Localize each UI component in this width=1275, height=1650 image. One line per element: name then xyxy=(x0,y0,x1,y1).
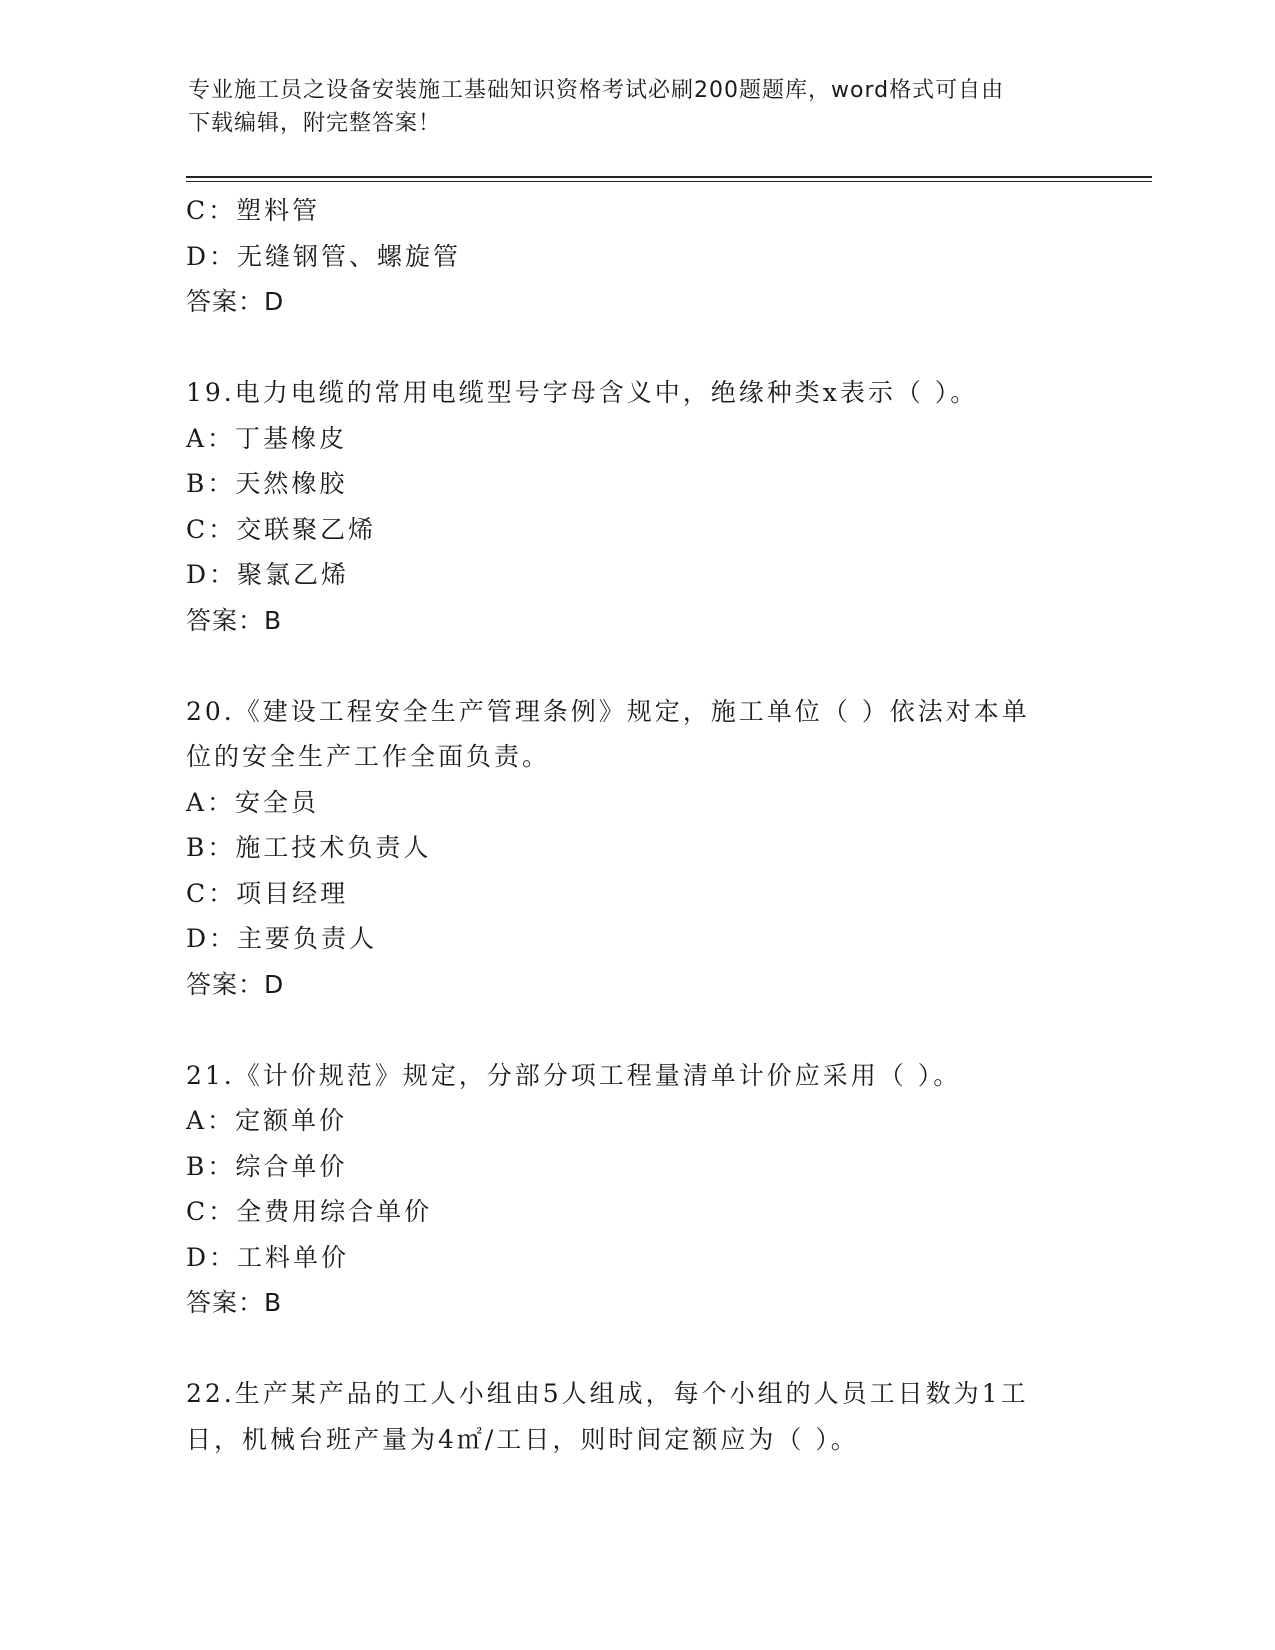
question-20 xyxy=(186,689,1086,1008)
option-d: D：工料单价 xyxy=(186,1242,350,1272)
question-text-line-2: 位的安全生产工作全面负责。 xyxy=(186,742,551,771)
header-divider-thin xyxy=(186,181,1152,182)
option-b: B：综合单价 xyxy=(186,1151,348,1181)
question-text-line-1: 22.生产某产品的工人小组由5人组成，每个小组的人员工日数为1工 xyxy=(186,1379,1029,1408)
option-a: A：定额单价 xyxy=(186,1106,348,1135)
spacer xyxy=(186,1007,1086,1053)
prev-option-d: D：无缝钢管、螺旋管 xyxy=(186,241,462,271)
answer: 答案：B xyxy=(186,605,283,635)
option-a: A：安全员 xyxy=(186,787,320,817)
answer: 答案：D xyxy=(186,969,285,999)
question-text: 19.电力电缆的常用电缆型号字母含义中，绝缘种类x表示（ ）。 xyxy=(186,378,979,407)
option-a: A：丁基橡皮 xyxy=(186,423,348,453)
option-c: C：全费用综合单价 xyxy=(186,1197,433,1226)
option-b: B：施工技术负责人 xyxy=(186,833,432,862)
prev-answer: 答案：D xyxy=(186,287,285,316)
header-line-2: 下载编辑，附完整答案！ xyxy=(188,111,442,136)
question-19 xyxy=(186,370,1086,643)
option-d: D：聚氯乙烯 xyxy=(186,560,350,589)
option-c: C：项目经理 xyxy=(186,878,349,908)
option-c: C：交联聚乙烯 xyxy=(186,514,377,544)
question-22 xyxy=(186,1371,1086,1462)
spacer xyxy=(186,643,1086,689)
prev-option-c: C：塑料管 xyxy=(186,196,321,225)
option-b: B：天然橡胶 xyxy=(186,469,348,498)
header-divider-thick xyxy=(186,176,1152,178)
option-d: D：主要负责人 xyxy=(186,924,378,953)
header-line-1: 专业施工员之设备安装施工基础知识资格考试必刷200题题库，word格式可自由 xyxy=(188,78,1005,103)
document-header xyxy=(188,74,1068,140)
spacer xyxy=(186,1326,1086,1372)
answer: 答案：B xyxy=(186,1288,283,1317)
question-text: 21.《计价规范》规定，分部分项工程量清单计价应采用（ ）。 xyxy=(186,1060,962,1090)
question-text-line-1: 20.《建设工程安全生产管理条例》规定，施工单位（ ）依法对本单 xyxy=(186,696,1030,726)
question-text-line-2: 日，机械台班产量为4㎡/工日，则时间定额应为（ ）。 xyxy=(186,1424,859,1454)
spacer xyxy=(186,325,1086,371)
question-21 xyxy=(186,1053,1086,1326)
question-list xyxy=(186,188,1086,1462)
